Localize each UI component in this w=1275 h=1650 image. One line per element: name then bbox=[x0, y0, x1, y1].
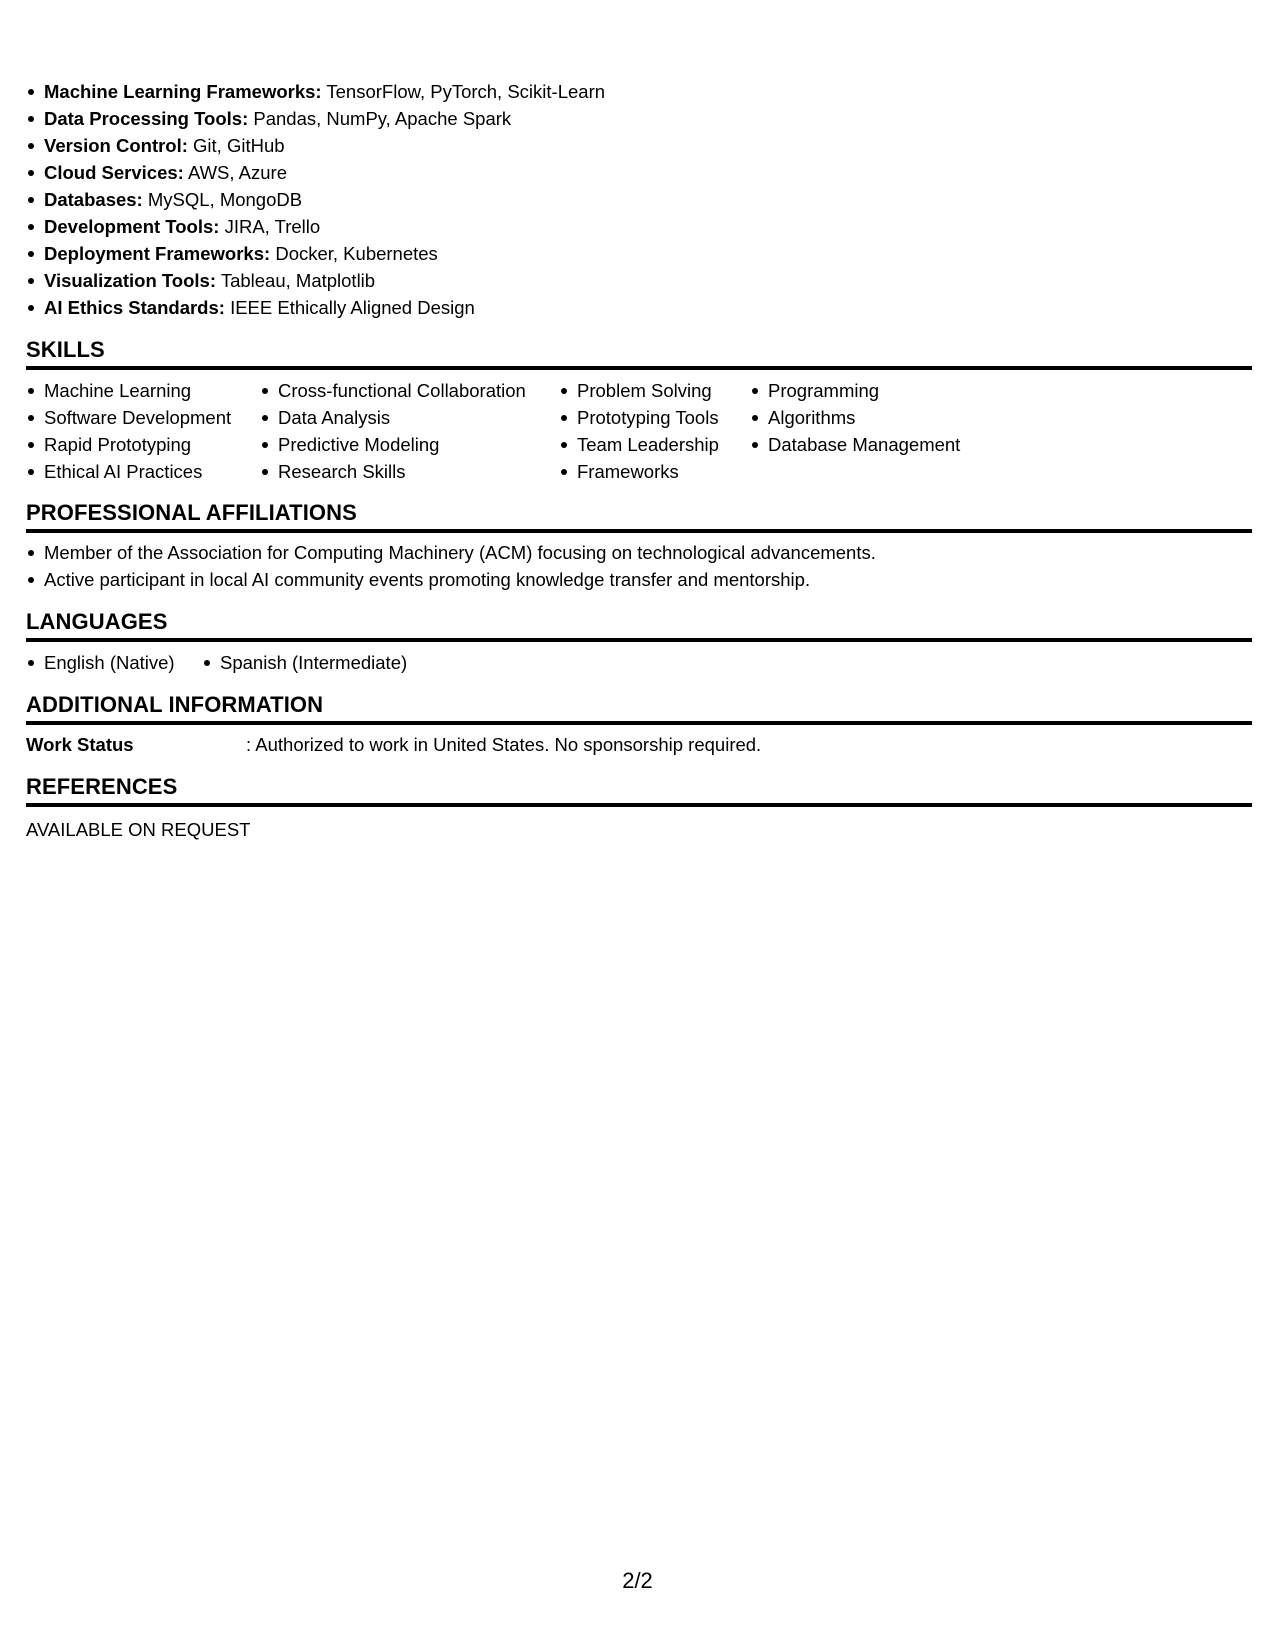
list-item: Visualization Tools: Tableau, Matplotlib bbox=[26, 267, 1252, 294]
affiliations-heading: PROFESSIONAL AFFILIATIONS bbox=[26, 500, 1252, 533]
list-item: Machine Learning Frameworks: TensorFlow, PyTorch, Scikit-Learn bbox=[26, 78, 1252, 105]
skills-column-1 bbox=[26, 377, 260, 485]
language-item: Spanish (Intermediate) bbox=[202, 649, 378, 676]
skill-item: Problem Solving bbox=[559, 377, 750, 404]
skills-column-3 bbox=[559, 377, 750, 485]
list-item: Cloud Services: AWS, Azure bbox=[26, 159, 1252, 186]
list-item: Version Control: Git, GitHub bbox=[26, 132, 1252, 159]
list-item: AI Ethics Standards: IEEE Ethically Aligned Design bbox=[26, 294, 1252, 321]
skill-item: Programming bbox=[750, 377, 1010, 404]
skill-item: Database Management bbox=[750, 431, 1010, 458]
skill-item: Data Analysis bbox=[260, 404, 559, 431]
language-column bbox=[202, 649, 408, 676]
skill-item: Machine Learning bbox=[26, 377, 260, 404]
skills-grid bbox=[26, 377, 1252, 485]
list-item: Deployment Frameworks: Docker, Kubernetes bbox=[26, 240, 1252, 267]
page-number: 2/2 bbox=[622, 1568, 653, 1593]
skill-item: Team Leadership bbox=[559, 431, 750, 458]
list-item: Data Processing Tools: Pandas, NumPy, Apache Spark bbox=[26, 105, 1252, 132]
work-status-label: Work Status bbox=[26, 734, 134, 755]
additional-info-heading: ADDITIONAL INFORMATION bbox=[26, 692, 1252, 725]
affiliation-item: Member of the Association for Computing Machinery (ACM) focusing on technological advancements. bbox=[26, 539, 1252, 566]
skills-heading: SKILLS bbox=[26, 337, 1252, 370]
list-item: Development Tools: JIRA, Trello bbox=[26, 213, 1252, 240]
skill-item: Predictive Modeling bbox=[260, 431, 559, 458]
skill-item: Research Skills bbox=[260, 458, 559, 485]
skill-item: Algorithms bbox=[750, 404, 1010, 431]
affiliations-list bbox=[26, 539, 1252, 593]
skills-column-4 bbox=[750, 377, 1010, 485]
technical-tools-list bbox=[26, 78, 1252, 321]
language-column bbox=[26, 649, 202, 676]
references-text: AVAILABLE ON REQUEST bbox=[26, 819, 251, 840]
languages-heading: LANGUAGES bbox=[26, 609, 1252, 642]
languages-list bbox=[26, 649, 1252, 676]
skill-item: Prototyping Tools bbox=[559, 404, 750, 431]
affiliation-item: Active participant in local AI community events promoting knowledge transfer and mentorship. bbox=[26, 566, 1252, 593]
skill-item: Software Development bbox=[26, 404, 260, 431]
skills-column-2 bbox=[260, 377, 559, 485]
skill-item: Rapid Prototyping bbox=[26, 431, 260, 458]
work-status-value: : Authorized to work in United States. No sponsorship required. bbox=[246, 734, 762, 755]
resume-page bbox=[26, 78, 1252, 843]
list-item: Databases: MySQL, MongoDB bbox=[26, 186, 1252, 213]
references-heading: REFERENCES bbox=[26, 774, 1252, 807]
language-item: English (Native) bbox=[26, 649, 202, 676]
skill-item: Cross-functional Collaboration bbox=[260, 377, 559, 404]
skill-item: Frameworks bbox=[559, 458, 750, 485]
work-status-row bbox=[26, 732, 1252, 758]
skill-item: Ethical AI Practices bbox=[26, 458, 260, 485]
